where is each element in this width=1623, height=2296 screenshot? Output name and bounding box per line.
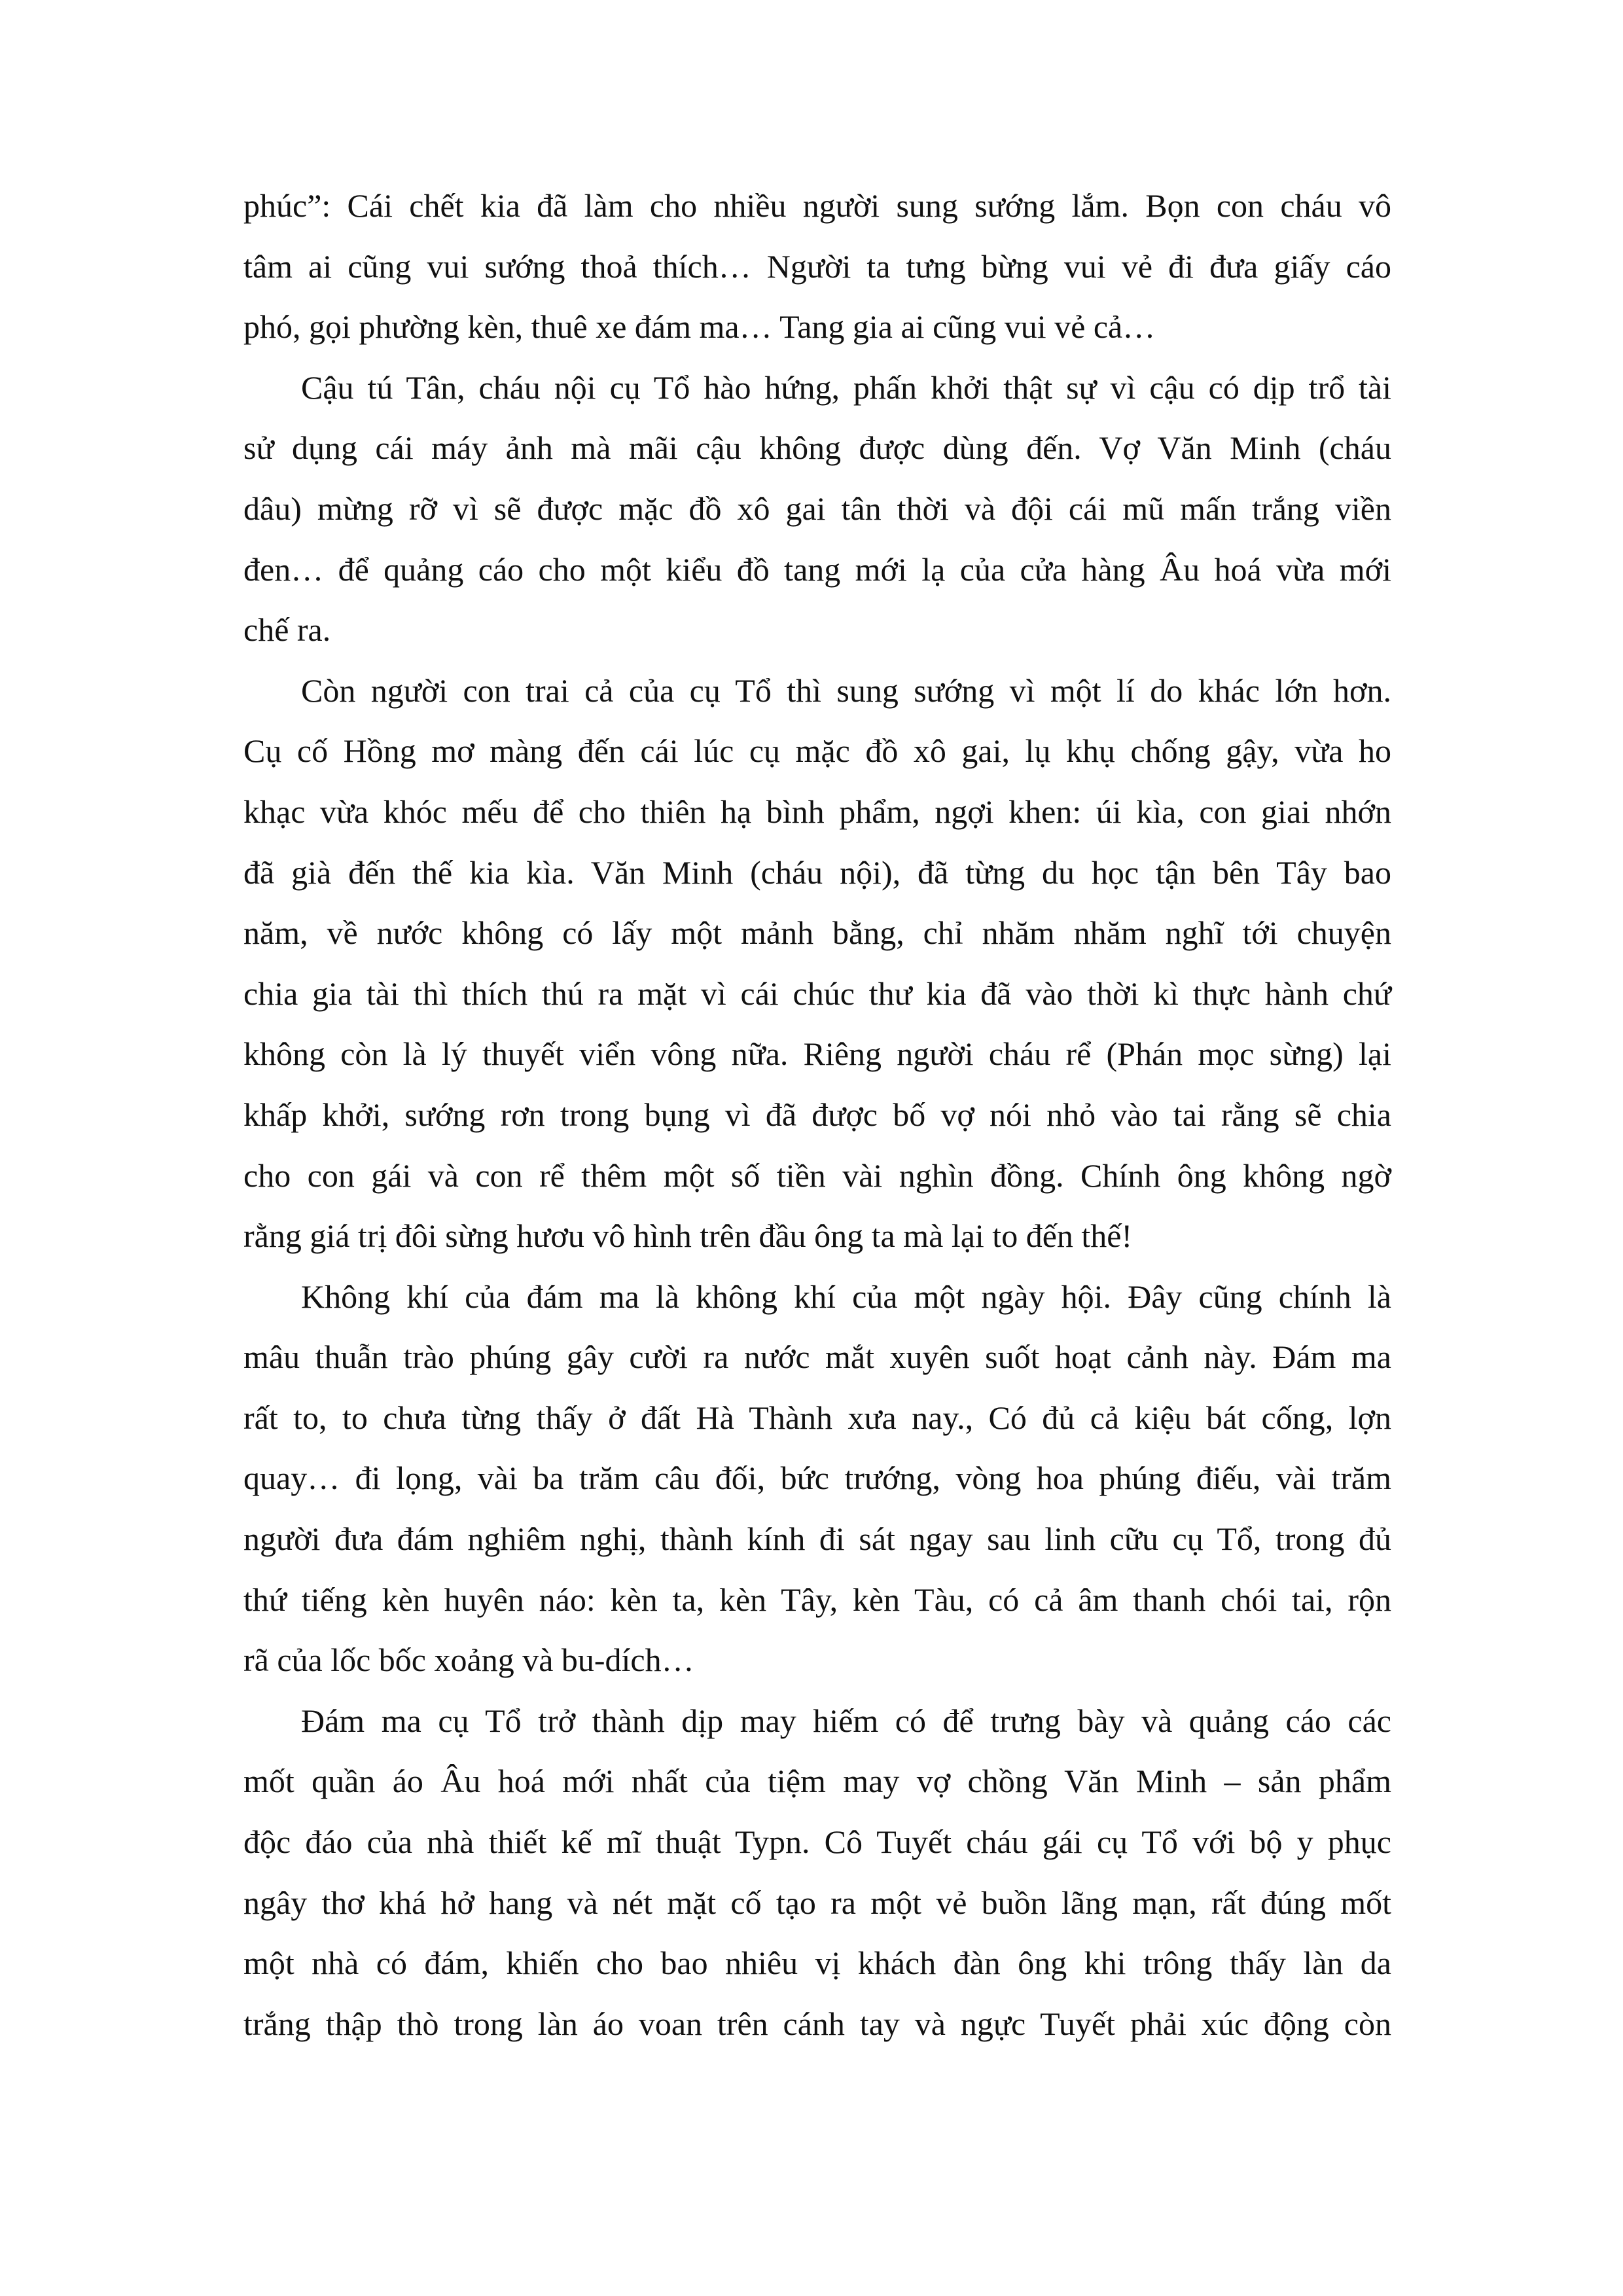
text-line: Cậu tú Tân, cháu nội cụ Tổ hào hứng, phấn khởi thật sự vì cậu có dịp trổ tài xyxy=(301,368,1391,406)
text-line: khấp khởi, sướng rơn trong bụng vì đã được bố vợ nói nhỏ vào tai rằng sẽ chia xyxy=(243,1096,1391,1133)
text-line: đen… để quảng cáo cho một kiểu đồ tang mới lạ của cửa hàng Âu hoá vừa mới xyxy=(243,550,1391,588)
text-line: chế ra. xyxy=(243,611,331,649)
text-line: rằng giá trị đôi sừng hươu vô hình trên đầu ông ta mà lại to đến thế! xyxy=(243,1217,1133,1255)
paragraph xyxy=(243,660,1391,1266)
text-line: rã của lốc bốc xoảng và bu-dích… xyxy=(243,1641,694,1679)
paragraph xyxy=(243,1691,1391,2054)
text-line: ngây thơ khá hở hang và nét mặt cố tạo ra một vẻ buồn lãng mạn, rất đúng mốt xyxy=(243,1884,1391,1921)
text-line: mâu thuẫn trào phúng gây cười ra nước mắt xuyên suốt hoạt cảnh này. Đám ma xyxy=(243,1338,1391,1376)
text-line: độc đáo của nhà thiết kế mĩ thuật Typn. Cô Tuyết cháu gái cụ Tổ với bộ y phục xyxy=(243,1823,1391,1861)
text-line: người đưa đám nghiêm nghị, thành kính đi sát ngay sau linh cữu cụ Tổ, trong đủ xyxy=(243,1520,1391,1558)
text-line: sử dụng cái máy ảnh mà mãi cậu không được dùng đến. Vợ Văn Minh (cháu xyxy=(243,429,1391,467)
paragraph xyxy=(243,357,1391,660)
text-line: cho con gái và con rể thêm một số tiền vài nghìn đồng. Chính ông không ngờ xyxy=(243,1157,1391,1194)
text-line: trắng thập thò trong làn áo voan trên cánh tay và ngực Tuyết phải xúc động còn xyxy=(243,2005,1391,2042)
text-line: đã già đến thế kia kìa. Văn Minh (cháu nội), đã từng du học tận bên Tây bao xyxy=(243,853,1391,891)
paragraph xyxy=(243,175,1391,357)
text-line: mốt quần áo Âu hoá mới nhất của tiệm may vợ chồng Văn Minh – sản phẩm xyxy=(243,1763,1391,1800)
text-line: phúc”: Cái chết kia đã làm cho nhiều người sung sướng lắm. Bọn con cháu vô xyxy=(243,187,1391,224)
text-line: Không khí của đám ma là không khí của một ngày hội. Đây cũng chính là xyxy=(301,1278,1391,1315)
text-line: quay… đi lọng, vài ba trăm câu đối, bức trướng, vòng hoa phúng điếu, vài trăm xyxy=(243,1460,1391,1497)
text-line: không còn là lý thuyết viển vông nữa. Riêng người cháu rể (Phán mọc sừng) lại xyxy=(243,1035,1391,1073)
text-line: rất to, to chưa từng thấy ở đất Hà Thành xưa nay., Có đủ cả kiệu bát cống, lợn xyxy=(243,1399,1391,1436)
text-line: một nhà có đám, khiến cho bao nhiêu vị khách đàn ông khi trông thấy làn da xyxy=(243,1945,1391,1982)
text-line: thứ tiếng kèn huyên náo: kèn ta, kèn Tây, kèn Tàu, có cả âm thanh chói tai, rộn xyxy=(243,1581,1391,1618)
text-line: dâu) mừng rỡ vì sẽ được mặc đồ xô gai tân thời và đội cái mũ mấn trắng viền xyxy=(243,490,1391,527)
text-line: phó, gọi phường kèn, thuê xe đám ma… Tang gia ai cũng vui vẻ cả… xyxy=(243,308,1156,346)
text-line: Còn người con trai cả của cụ Tổ thì sung sướng vì một lí do khác lớn hơn. xyxy=(301,672,1391,709)
text-line: chia gia tài thì thích thú ra mặt vì cái chúc thư kia đã vào thời kì thực hành chứ xyxy=(243,975,1391,1012)
text-line: Đám ma cụ Tổ trở thành dịp may hiếm có để trưng bày và quảng cáo các xyxy=(301,1702,1391,1739)
paragraph xyxy=(243,1266,1391,1691)
body-text xyxy=(243,175,1391,2054)
text-line: năm, về nước không có lấy một mảnh bằng, chỉ nhăm nhăm nghĩ tới chuyện xyxy=(243,914,1391,952)
text-line: Cụ cố Hồng mơ màng đến cái lúc cụ mặc đồ xô gai, lụ khụ chống gậy, vừa ho xyxy=(243,732,1391,770)
text-line: khạc vừa khóc mếu để cho thiên hạ bình phẩm, ngợi khen: úi kìa, con giai nhớn xyxy=(243,793,1391,830)
text-line: tâm ai cũng vui sướng thoả thích… Người ta tưng bừng vui vẻ đi đưa giấy cáo xyxy=(243,247,1391,285)
